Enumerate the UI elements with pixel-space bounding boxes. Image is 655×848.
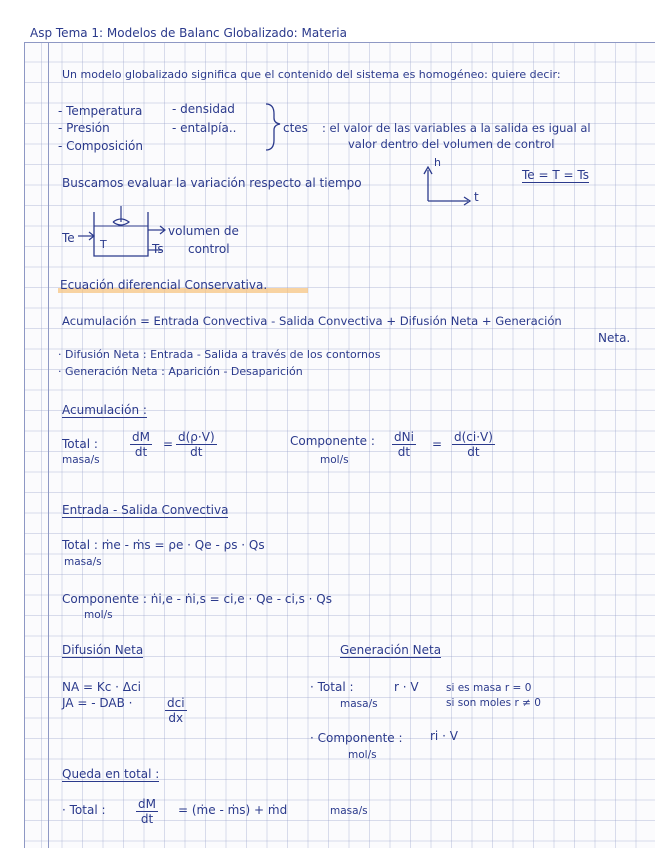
frac-num: dNi [394,430,414,444]
difusion-ja: JA = - DAB · [62,696,133,710]
ctes-line1: : el valor de las variables a la salida es igual al [322,121,591,135]
acum-total-label: Total : [62,437,98,451]
axis-t-label: t [474,190,479,204]
final-unit: masa/s [330,805,368,817]
prop-entalpia: - entalpía.. [172,121,237,135]
difusion-na: NA = Kc · Δci [62,680,141,694]
gen-total-expr: r · V [394,680,419,694]
intro-text: Un modelo globalizado significa que el contenido del sistema es homogéneo: quiere decir: [62,68,561,81]
frac-den: dt [397,445,411,459]
entrada-salida-heading: Entrada - Salida Convectiva [62,503,229,517]
frac-num: dM [132,430,150,444]
es-componente: Componente : ṅi,e - ṅi,s = ci,e · Qe - ci,s · Qs [62,592,333,606]
ctes-line2: valor dentro del volumen de control [348,137,555,151]
generacion-heading: Generación Neta [340,643,442,657]
gen-cond-masa: si es masa r = 0 [446,682,532,694]
axis-h-label: h [434,156,441,169]
diagram-vol1: volumen de [168,224,239,238]
queda-heading: Queda en total : [62,767,160,781]
neta-tail: Neta. [598,331,631,345]
acum-comp-unit: mol/s [320,454,349,466]
frac-num: dci [167,696,185,710]
acum-total-unit: masa/s [62,454,100,466]
bullet-generacion: · Generación Neta : Aparición - Desaparición [58,365,303,378]
te-eq: Te = T = Ts [522,168,589,182]
gen-comp-unit: mol/s [348,749,377,761]
acum-eq-sign-2: = [432,437,443,451]
gen-comp-label: · Componente : [310,731,403,745]
difusion-heading: Difusión Neta [62,643,144,657]
gen-comp-expr: ri · V [430,729,458,743]
gen-total-unit: masa/s [340,698,378,710]
frac-den: dt [134,445,148,459]
es-comp-unit: mol/s [84,609,113,621]
prop-presion: - Presión [58,121,110,135]
final-total-label: · Total : [62,803,106,817]
es-total-unit: masa/s [64,556,102,568]
ecuacion-title: Ecuación diferencial Conservativa. [60,278,268,292]
gen-cond-moles: si son moles r ≠ 0 [446,697,541,709]
frac-den: dt [190,445,203,459]
prop-composicion: - Composición [58,139,143,153]
diagram-ts: Ts [152,242,164,256]
prop-densidad: - densidad [172,102,235,116]
acumulacion-heading: Acumulación : [62,403,147,417]
frac-den: dt [467,445,480,459]
buscamos-text: Buscamos evaluar la variación respecto al tiempo [62,176,362,190]
gen-total-label: · Total : [310,680,354,694]
diagram-t: T [100,238,107,251]
final-rhs: = (ṁe - ṁs) + ṁd [178,803,288,817]
diagram-te: Te [62,231,75,245]
frac-num: d(ci·V) [454,430,493,444]
diagram-vol2: control [188,242,230,256]
acumulacion-equation: Acumulación = Entrada Convectiva - Salida Convectiva + Difusión Neta + Generación [62,314,562,328]
acum-comp-label: Componente : [290,434,375,448]
ctes-label: ctes [283,121,308,135]
page-title: Asp Tema 1: Modelos de Balanc Globalizado: Materia [30,26,347,40]
es-total: Total : ṁe - ṁs = ρe · Qe - ρs · Qs [62,538,265,552]
bullet-difusion: · Difusión Neta : Entrada - Salida a través de los contornos [58,348,381,361]
frac-num: d(ρ·V) [178,430,215,444]
prop-temperatura: - Temperatura [58,104,143,118]
frac-num: dM [138,797,156,811]
frac-den: dt [140,812,154,826]
frac-den: dx [168,711,184,725]
curly-brace [266,104,280,150]
acum-eq-sign: = [163,437,174,451]
